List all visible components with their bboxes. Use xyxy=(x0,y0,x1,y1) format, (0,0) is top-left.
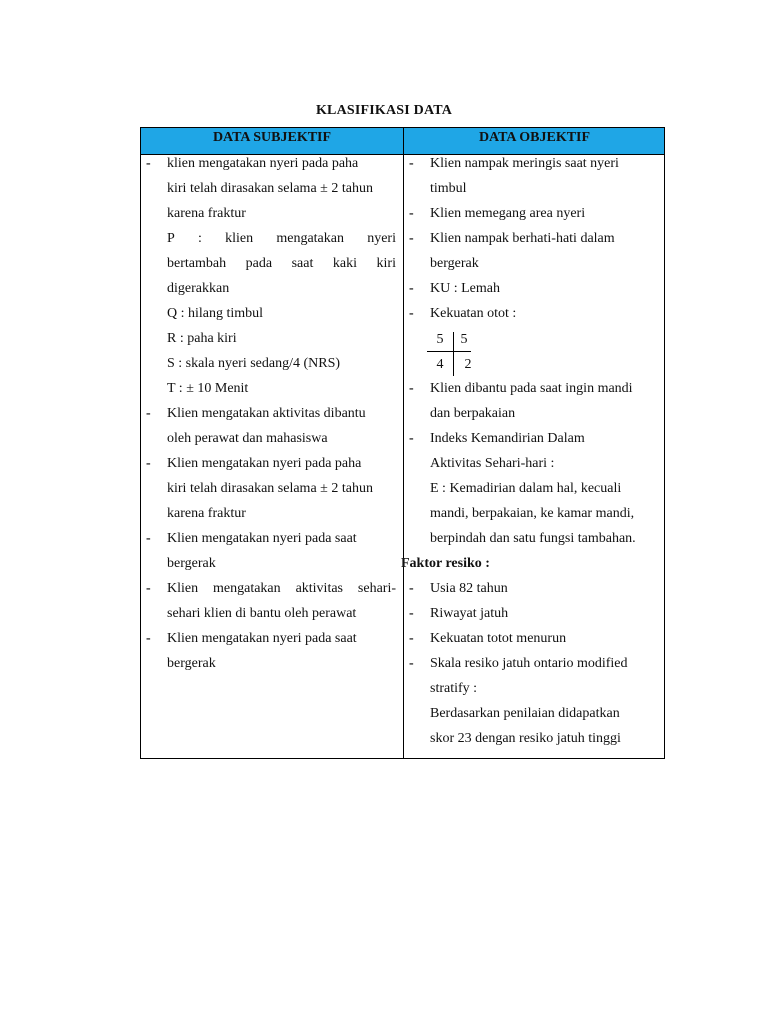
bullet-dash: - xyxy=(146,156,151,171)
bullet-dash: - xyxy=(146,581,151,596)
bullet-dash: - xyxy=(409,656,414,671)
page-title: KLASIFIKASI DATA xyxy=(315,103,453,118)
muscle-strength-grid xyxy=(427,330,471,380)
grid-vertical-line xyxy=(453,332,454,376)
bullet-dash: - xyxy=(409,381,414,396)
bullet-dash: - xyxy=(409,231,414,246)
muscle-value-top-right: 5 xyxy=(460,332,468,347)
classification-table: DATA SUBJEKTIF DATA OBJEKTIF - klien mengatakan nyeri pada paha kiri telah dirasakan selama ± 2 tahun karena fraktur P : klien mengatakan nyeri bertambah pada saat kaki kiri digerakkan Q : hilang timbul R : paha kiri S : skala nyeri sedang/4 (NRS) T : ± 10 Menit - Klien mengatakan aktivitas dibantu oleh perawat dan mahasiswa - Klien mengatakan nyeri pada paha kiri telah dirasakan selama ± 2 tahun karena fraktur - Klien mengatakan nyeri pada saat bergerak - Klien mengatakan aktivitas sehari- sehari klien di bantu oleh perawat - Klien mengatakan nyeri pada saat bergerak - Klien nampak meringis saat nyeri timbul - Klien memegang area nyeri - Klien nampak berhati-hati dalam bergerak - KU : Lemah - Kekuatan otot : 5 5 4 2 - Klien dibantu pada saat ingin mandi dan berpakaian - Indeks Kemandirian Dalam Aktivitas Sehari-hari : E : Kemadirian dalam hal, kecuali mandi, berpakaian, ke kamar mandi, berpindah dan satu fungsi tambahan. Faktor resiko : - Usia 82 tahun - Riwayat jatuh - Kekuatan totot menurun - Skala resiko jatuh ontario modified stratify : Berdasarkan penilaian didapatkan skor 23 dengan resiko jatuh tinggi xyxy=(140,127,665,759)
bullet-dash: - xyxy=(409,606,414,621)
column-divider xyxy=(403,128,404,758)
header-objective: DATA OBJEKTIF xyxy=(478,130,591,145)
bullet-dash: - xyxy=(146,406,151,421)
risk-factor-heading: Faktor resiko : xyxy=(401,556,490,571)
bullet-dash: - xyxy=(409,581,414,596)
bullet-dash: - xyxy=(409,281,414,296)
bullet-dash: - xyxy=(146,531,151,546)
muscle-value-bottom-right: 2 xyxy=(464,357,472,372)
bullet-dash: - xyxy=(409,306,414,321)
grid-horizontal-line xyxy=(427,351,471,352)
bullet-dash: - xyxy=(146,456,151,471)
bullet-dash: - xyxy=(409,206,414,221)
header-subjective: DATA SUBJEKTIF xyxy=(212,130,332,145)
list-item: - Klien mengatakan aktivitas sehari- xyxy=(146,579,396,604)
muscle-value-top-left: 5 xyxy=(436,332,444,347)
bullet-dash: - xyxy=(409,631,414,646)
muscle-value-bottom-left: 4 xyxy=(436,357,444,372)
bullet-dash: - xyxy=(409,156,414,171)
pqrst-p-line: P : klien mengatakan nyeri xyxy=(167,231,396,246)
bullet-dash: - xyxy=(409,431,414,446)
bullet-dash: - xyxy=(146,631,151,646)
